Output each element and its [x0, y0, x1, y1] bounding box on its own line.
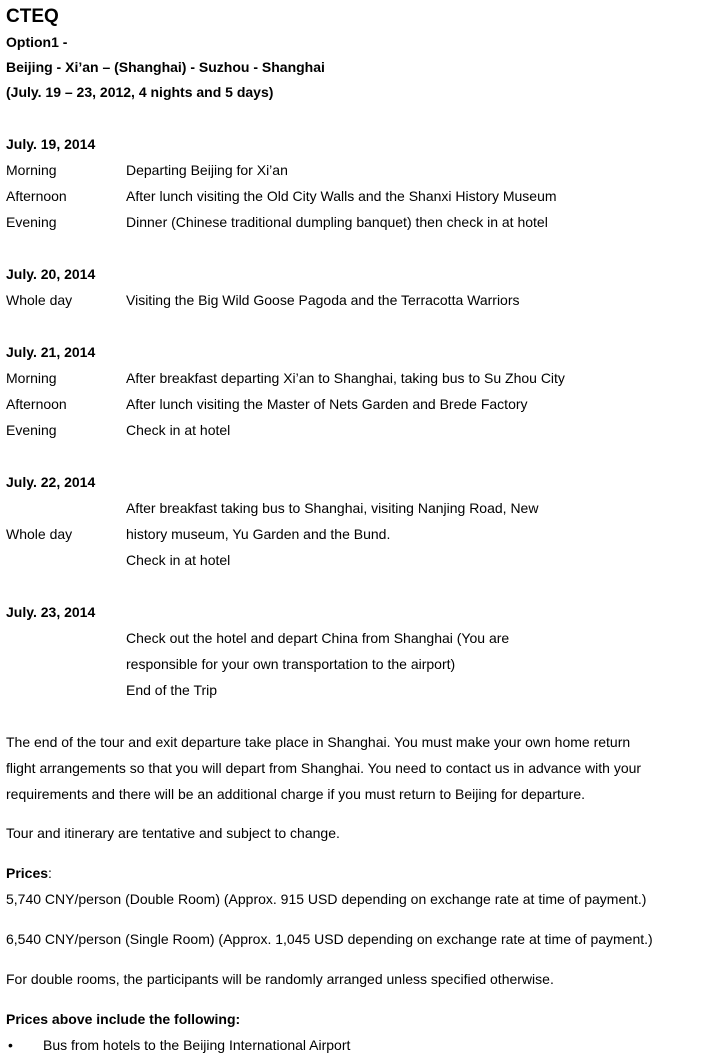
schedule-row — [6, 417, 701, 443]
schedule-row — [6, 209, 701, 235]
tentative-note: Tour and itinerary are tentative and subject to change. — [6, 825, 340, 841]
activity-line: After breakfast taking bus to Shanghai, visiting Nanjing Road, New — [126, 500, 539, 516]
includes-heading: Prices above include the following: — [6, 1011, 241, 1027]
day-date: July. 19, 2014 — [6, 136, 96, 152]
activity-text: After breakfast departing Xi’an to Shanghai, taking bus to Su Zhou City — [126, 370, 565, 386]
schedule-row — [6, 157, 701, 183]
day-july-19 — [6, 131, 701, 235]
time-of-day-label: Evening — [6, 422, 57, 438]
prices-heading-text: Prices — [6, 865, 49, 881]
departure-note-line: The end of the tour and exit departure take place in Shanghai. You must make your own home return — [6, 734, 631, 750]
departure-note-line: flight arrangements so that you will depart from Shanghai. You need to contact us in advance with your — [6, 760, 642, 776]
schedule-row — [6, 287, 701, 313]
time-of-day-label: Afternoon — [6, 396, 67, 412]
departure-note — [6, 729, 701, 807]
day-date: July. 22, 2014 — [6, 474, 96, 490]
activity-line: Check out the hotel and depart China from Shanghai (You are — [126, 630, 510, 646]
activity-line: responsible for your own transportation to the airport) — [126, 656, 456, 672]
price-double-room: 5,740 CNY/person (Double Room) (Approx. 915 USD depending on exchange rate at time of payment.) — [6, 891, 647, 907]
day-july-21 — [6, 339, 701, 443]
includes-item-text: Bus from hotels to the Beijing International Airport — [43, 1037, 351, 1053]
activity-text: Visiting the Big Wild Goose Pagoda and the Terracotta Warriors — [126, 292, 520, 308]
activity-text: Departing Beijing for Xi’an — [126, 162, 288, 178]
day-date: July. 23, 2014 — [6, 604, 96, 620]
activity-text: Check in at hotel — [126, 422, 231, 438]
activity-text: After lunch visiting the Master of Nets Garden and Brede Factory — [126, 396, 528, 412]
schedule-row — [6, 183, 701, 209]
schedule-row — [6, 365, 701, 391]
schedule-row — [6, 625, 701, 703]
activity-line: history museum, Yu Garden and the Bund. — [126, 526, 391, 542]
time-of-day-label: Morning — [6, 370, 57, 386]
time-of-day-label: Whole day — [6, 292, 73, 308]
option-label: Option1 - — [6, 34, 68, 50]
time-of-day-label: Afternoon — [6, 188, 67, 204]
includes-list-item — [6, 1032, 701, 1058]
schedule-row — [6, 495, 701, 573]
activity-text-block — [126, 625, 701, 703]
time-of-day-label: Evening — [6, 214, 57, 230]
trip-dates: (July. 19 – 23, 2012, 4 nights and 5 days) — [6, 84, 274, 100]
bullet-icon: • — [8, 1037, 13, 1053]
day-date: July. 20, 2014 — [6, 266, 96, 282]
activity-line: End of the Trip — [126, 682, 218, 698]
document-title: CTEQ — [6, 6, 59, 27]
day-july-22 — [6, 469, 701, 573]
prices-heading — [6, 860, 701, 886]
day-july-23 — [6, 599, 701, 703]
day-date: July. 21, 2014 — [6, 344, 96, 360]
activity-text-block — [126, 495, 701, 573]
route-heading: Beijing - Xi’an – (Shanghai) - Suzhou - Shanghai — [6, 59, 325, 75]
time-of-day-label: Morning — [6, 162, 57, 178]
departure-note-line: requirements and there will be an additional charge if you must return to Beijing for departure. — [6, 786, 585, 802]
activity-line: Check in at hotel — [126, 552, 231, 568]
itinerary-document — [6, 4, 701, 1058]
time-of-day-label: Whole day — [6, 526, 73, 542]
day-july-20 — [6, 261, 701, 313]
activity-text: After lunch visiting the Old City Walls and the Shanxi History Museum — [126, 188, 557, 204]
price-single-room: 6,540 CNY/person (Single Room) (Approx. 1,045 USD depending on exchange rate at time of payment.) — [6, 931, 653, 947]
double-room-note: For double rooms, the participants will be randomly arranged unless specified otherwise. — [6, 971, 554, 987]
prices-heading-colon: : — [48, 865, 52, 881]
activity-text: Dinner (Chinese traditional dumpling banquet) then check in at hotel — [126, 214, 548, 230]
schedule-row — [6, 391, 701, 417]
